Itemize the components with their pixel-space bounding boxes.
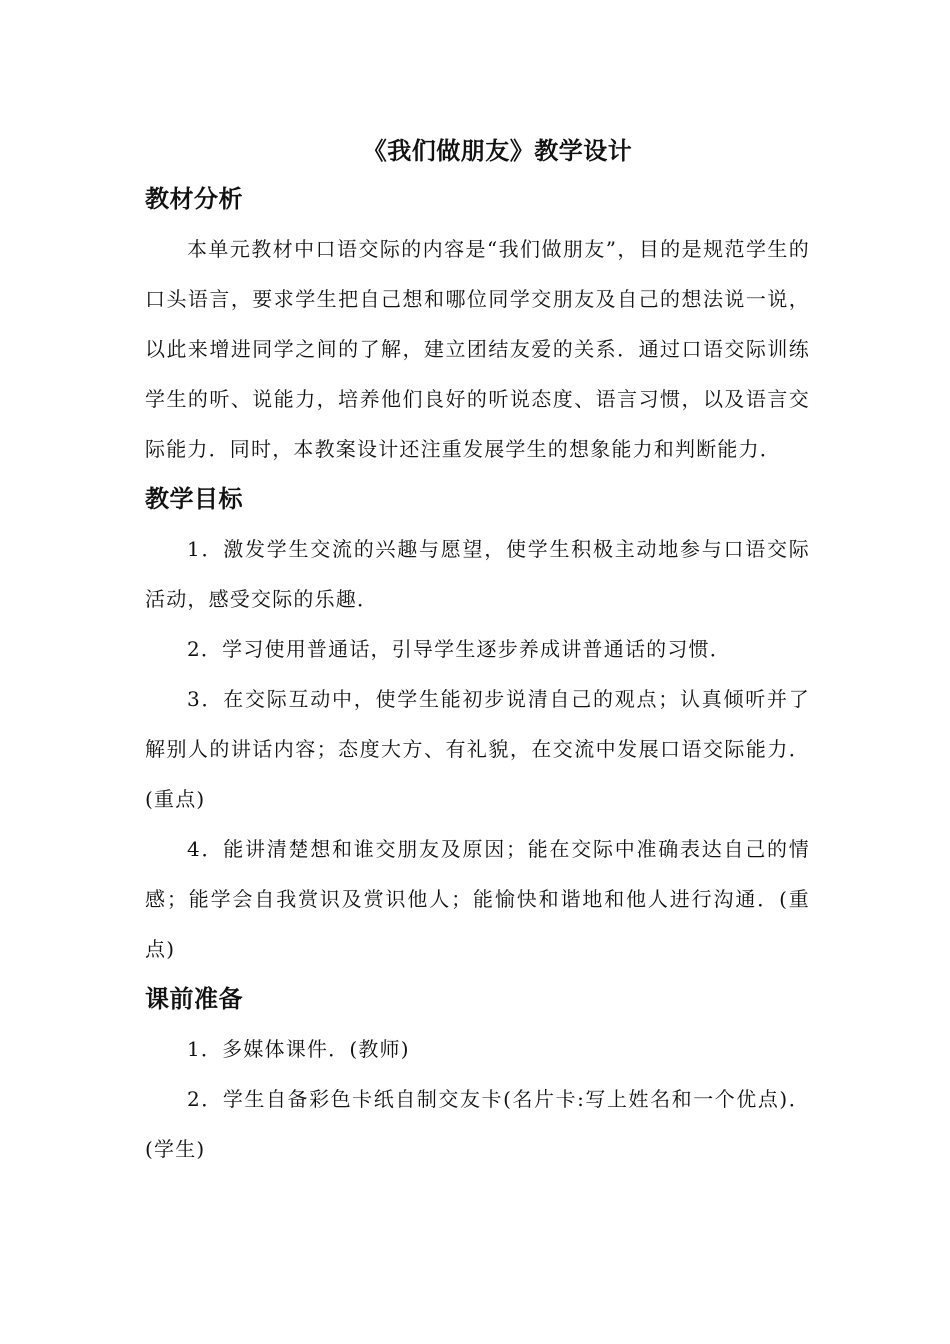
section-heading-material-analysis: 教材分析 [145,185,243,213]
material-analysis-paragraph: 本单元教材中口语交际的内容是“我们做朋友”，目的是规范学生的口头语言，要求学生把自己想和哪位同学交朋友及自己的想法说一说，以此来增进同学之间的了解，建立团结友爱的关系．通过口语交际训练学生的听、说能力，培养他们良好的听说态度、语言习惯，以及语言交际能力．同时，本教案设计还注重发展学生的想象能力和判断能力． [145,237,810,461]
section-heading-preparation: 课前准备 [145,985,243,1013]
teaching-goal-item-1: 1．激发学生交流的兴趣与愿望，使学生积极主动地参与口语交际活动，感受交际的乐趣． [145,537,810,611]
document-title: 《我们做朋友》教学设计 [362,137,633,165]
teaching-goal-item-4: 4．能讲清楚想和谁交朋友及原因；能在交际中准确表达自己的情感；能学会自我赏识及赏识他人；能愉快和谐地和他人进行沟通．(重点) [145,837,810,961]
teaching-goal-item-3: 3．在交际互动中，使学生能初步说清自己的观点；认真倾听并了解别人的讲话内容；态度大方、有礼貌，在交流中发展口语交际能力．(重点) [145,687,810,811]
preparation-item-1: 1．多媒体课件．(教师) [187,1037,410,1061]
teaching-goal-item-2: 2．学习使用普通话，引导学生逐步养成讲普通话的习惯． [187,637,731,661]
document-page [145,128,810,1174]
preparation-item-2: 2．学生自备彩色卡纸自制交友卡(名片卡:写上姓名和一个优点)．(学生) [145,1087,810,1161]
section-heading-teaching-goals: 教学目标 [145,485,243,513]
